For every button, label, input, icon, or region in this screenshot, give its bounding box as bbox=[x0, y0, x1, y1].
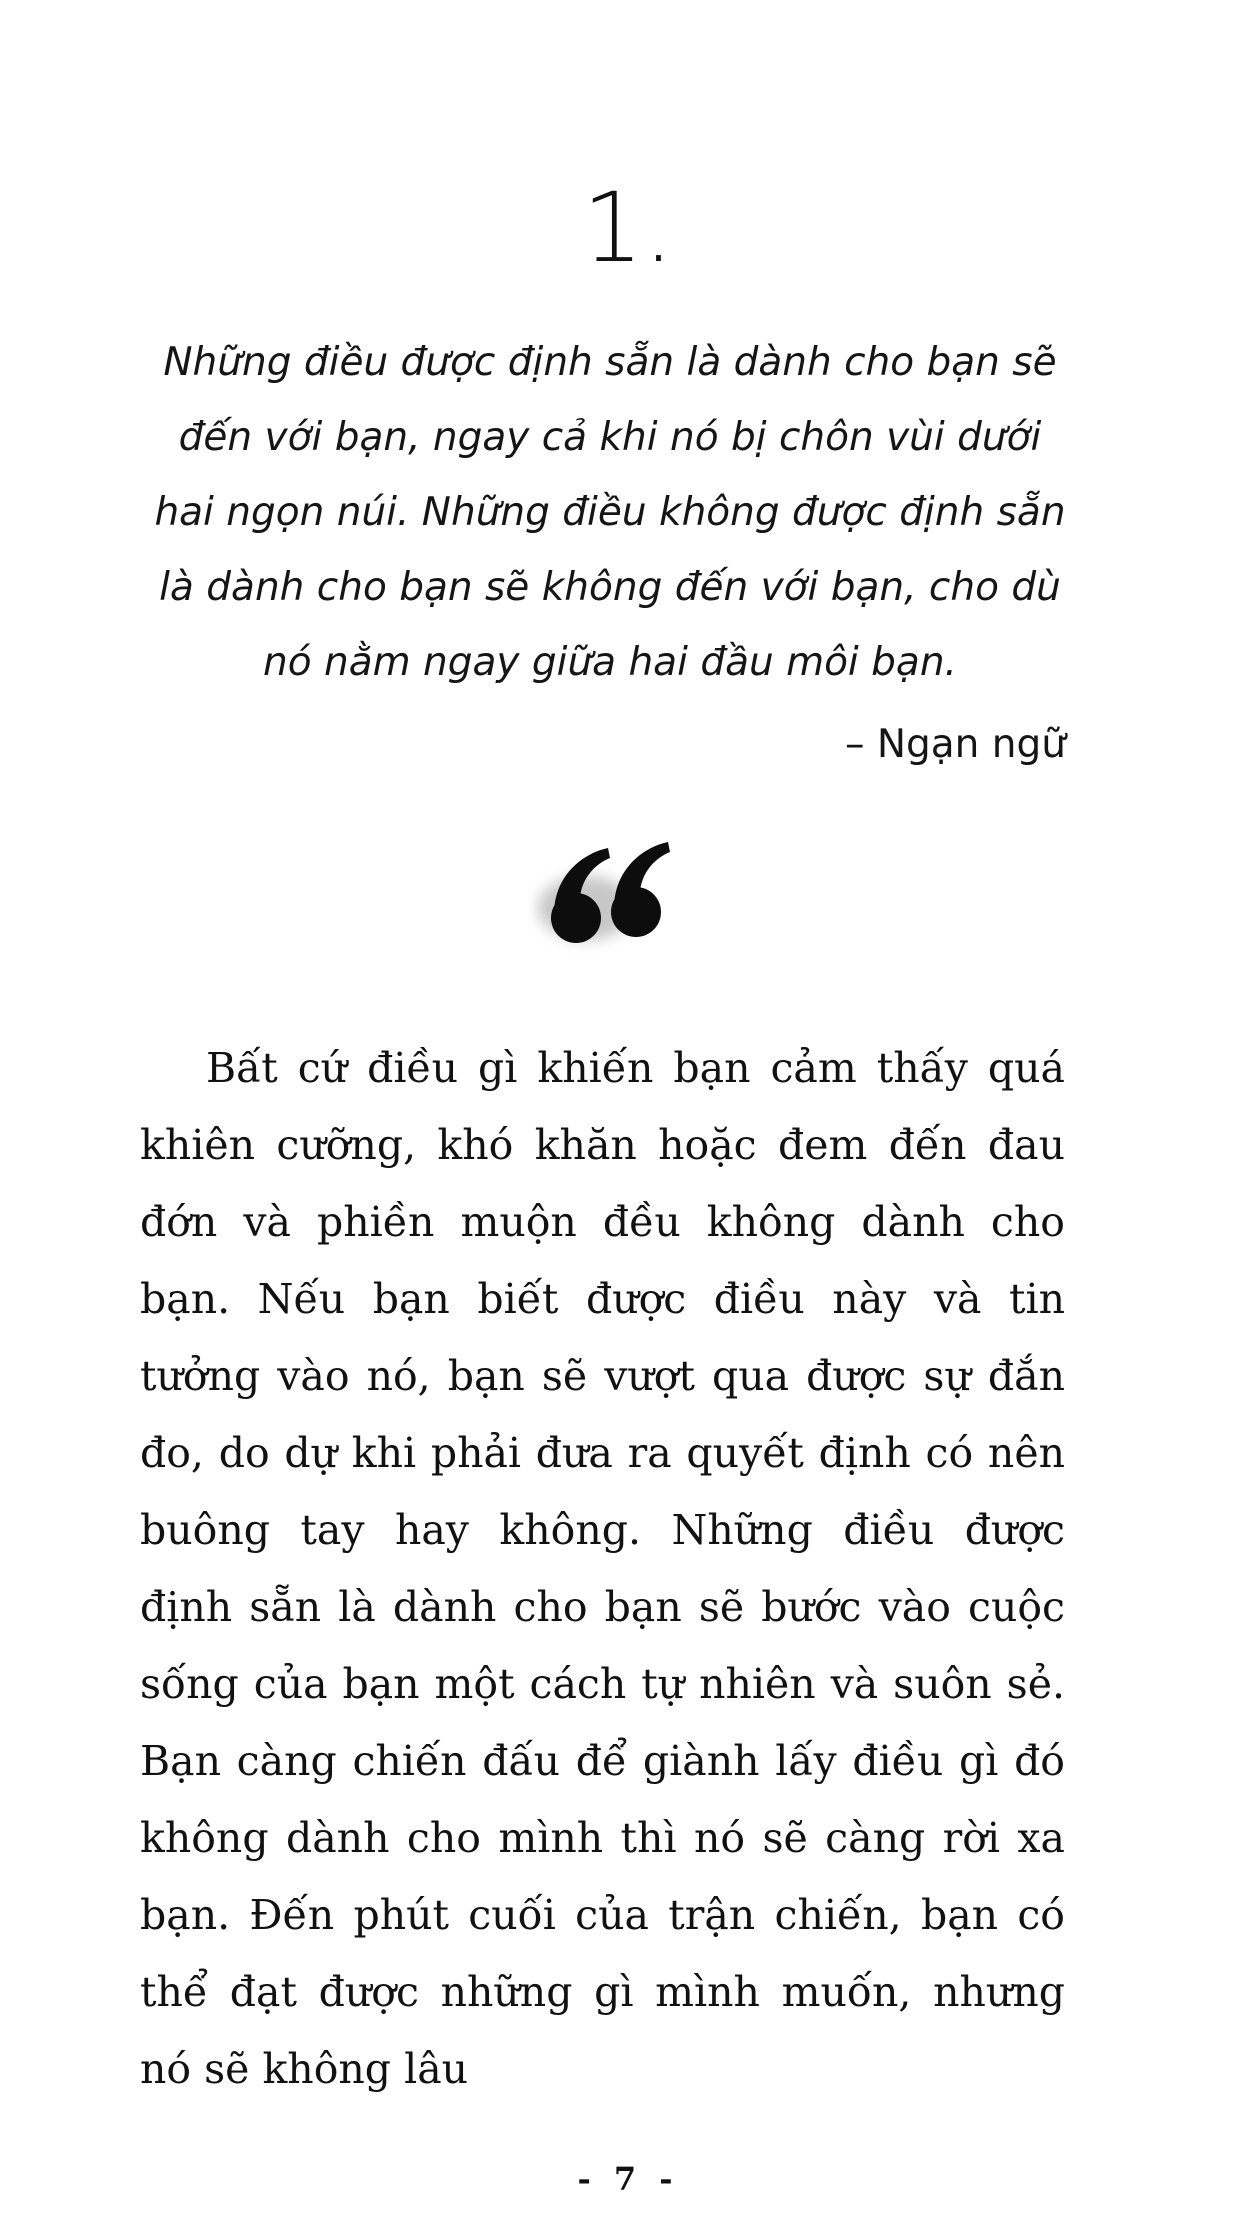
body-paragraph: Bất cứ điều gì khiến bạn cảm thấy quá khiên cưỡng, khó khăn hoặc đem đến đau đớn và phiền muộn đều không dành cho bạn. Nếu bạn biết được điều này và tin tưởng vào nó, bạn sẽ vượt qua được sự đắn đo, do dự khi phải đưa ra quyết định có nên buông tay hay không. Những điều được định sẵn là dành cho bạn sẽ bước vào cuộc sống của bạn một cách tự nhiên và suôn sẻ. Bạn càng chiến đấu để giành lấy điều gì đó không dành cho mình thì nó sẽ càng rời xa bạn. Đến phút cuối của trận chiến, bạn có thể đạt được những gì mình muốn, nhưng nó sẽ không lâu bbox=[140, 1044, 1065, 2093]
epigraph-line: Những điều được định sẵn là dành cho bạn sẽ bbox=[163, 340, 1057, 385]
epigraph-line: nó nằm ngay giữa hai đầu môi bạn. bbox=[263, 640, 957, 685]
chapter-number: 1. bbox=[582, 172, 674, 284]
epigraph-line: hai ngọn núi. Những điều không được định sẵn bbox=[154, 490, 1066, 535]
epigraph-line: đến với bạn, ngay cả khi nó bị chôn vùi dưới bbox=[178, 415, 1042, 460]
epigraph-attribution: – Ngạn ngữ bbox=[844, 722, 1066, 767]
opening-quote-icon bbox=[528, 820, 688, 970]
epigraph-line: là dành cho bạn sẽ không đến với bạn, cho dù bbox=[159, 565, 1061, 610]
epigraph-quote bbox=[140, 325, 1080, 700]
page-number: - 7 - bbox=[577, 2160, 679, 2198]
